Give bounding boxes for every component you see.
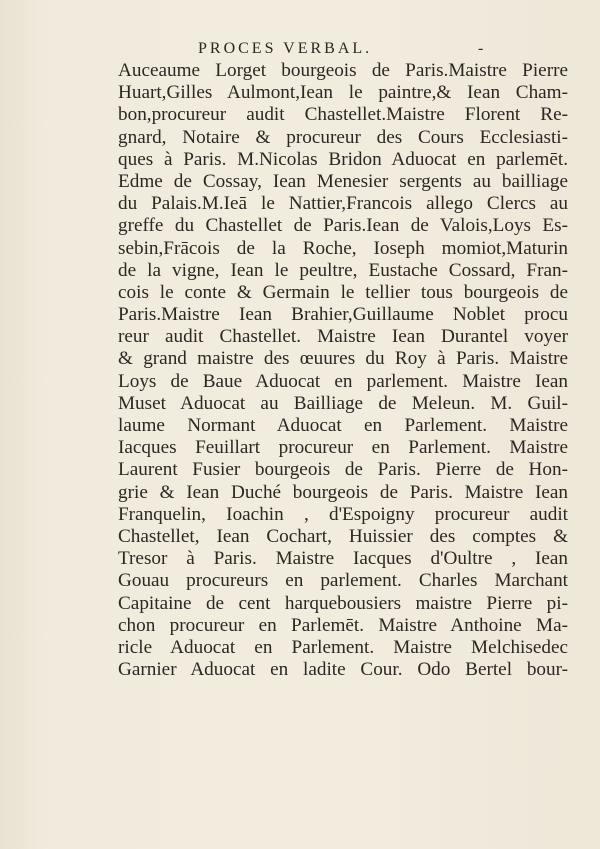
text-line: Gouau procureurs en parlement. Charles Marchant	[118, 570, 568, 592]
text-line: Auceaume Lorget bourgeois de Paris.Maistre Pierre	[118, 60, 568, 81]
text-line: sebin,Frācois de la Roche, Ioseph momiot,Maturin	[118, 237, 568, 259]
text-line: & grand maistre des œuures du Roy à Paris. Maistre	[118, 348, 568, 370]
text-line: Huart,Gilles Aulmont,Iean le paintre,& Iean Cham-	[118, 82, 568, 104]
text-line: Laurent Fusier bourgeois de Paris. Pierre de Hon-	[118, 459, 568, 481]
text-line: ricle Aduocat en Parlement. Maistre Melchisedec	[118, 636, 568, 658]
text-line: de la vigne, Iean le peultre, Eustache Cossard, Fran-	[118, 259, 568, 281]
body-text	[118, 60, 568, 681]
text-line: ques à Paris. M.Nicolas Bridon Aduocat en parlemēt.	[118, 148, 568, 170]
text-line: Muset Aduocat au Bailliage de Meleun. M. Guil-	[118, 392, 568, 414]
text-line: Loys de Baue Aduocat en parlement. Maistre Iean	[118, 370, 568, 392]
text-line: chon procureur en Parlemēt. Maistre Anthoine Ma-	[118, 614, 568, 636]
text-line: reur audit Chastellet. Maistre Iean Durantel voyer	[118, 326, 568, 348]
text-line: bon,procureur audit Chastellet.Maistre Florent Re-	[118, 104, 568, 126]
text-line: Garnier Aduocat en ladite Cour. Odo Bertel bour-	[118, 659, 568, 681]
text-line: laume Normant Aduocat en Parlement. Maistre	[118, 415, 568, 436]
text-line: Chastellet, Iean Cochart, Huissier des comptes &	[118, 525, 568, 547]
text-line: grie & Iean Duché bourgeois de Paris. Maistre Iean	[118, 481, 568, 503]
text-line: cois le conte & Germain le tellier tous bourgeois de	[118, 281, 568, 303]
header-mark: -	[478, 40, 484, 57]
text-line: Edme de Cossay, Iean Menesier sergents au bailliage	[118, 170, 568, 192]
text-line: Paris.Maistre Iean Brahier,Guillaume Noblet procu	[118, 304, 568, 326]
text-line: Tresor à Paris. Maistre Iacques d'Oultre , Iean	[118, 548, 568, 570]
text-line: Franquelin, Ioachin , d'Espoigny procureur audit	[118, 503, 568, 525]
text-line: du Palais.M.Ieā le Nattier,Francois allego Clercs au	[118, 193, 568, 215]
text-line: greffe du Chastellet de Paris.Iean de Valois,Loys Es-	[118, 215, 568, 237]
running-head: PROCES VERBAL.	[198, 40, 373, 57]
text-line: Iacques Feuillart procureur en Parlement. Maistre	[118, 437, 568, 459]
text-line: gnard, Notaire & procureur des Cours Ecclesiasti-	[118, 126, 568, 148]
text-line: Capitaine de cent harquebousiers maistre Pierre pi-	[118, 592, 568, 614]
